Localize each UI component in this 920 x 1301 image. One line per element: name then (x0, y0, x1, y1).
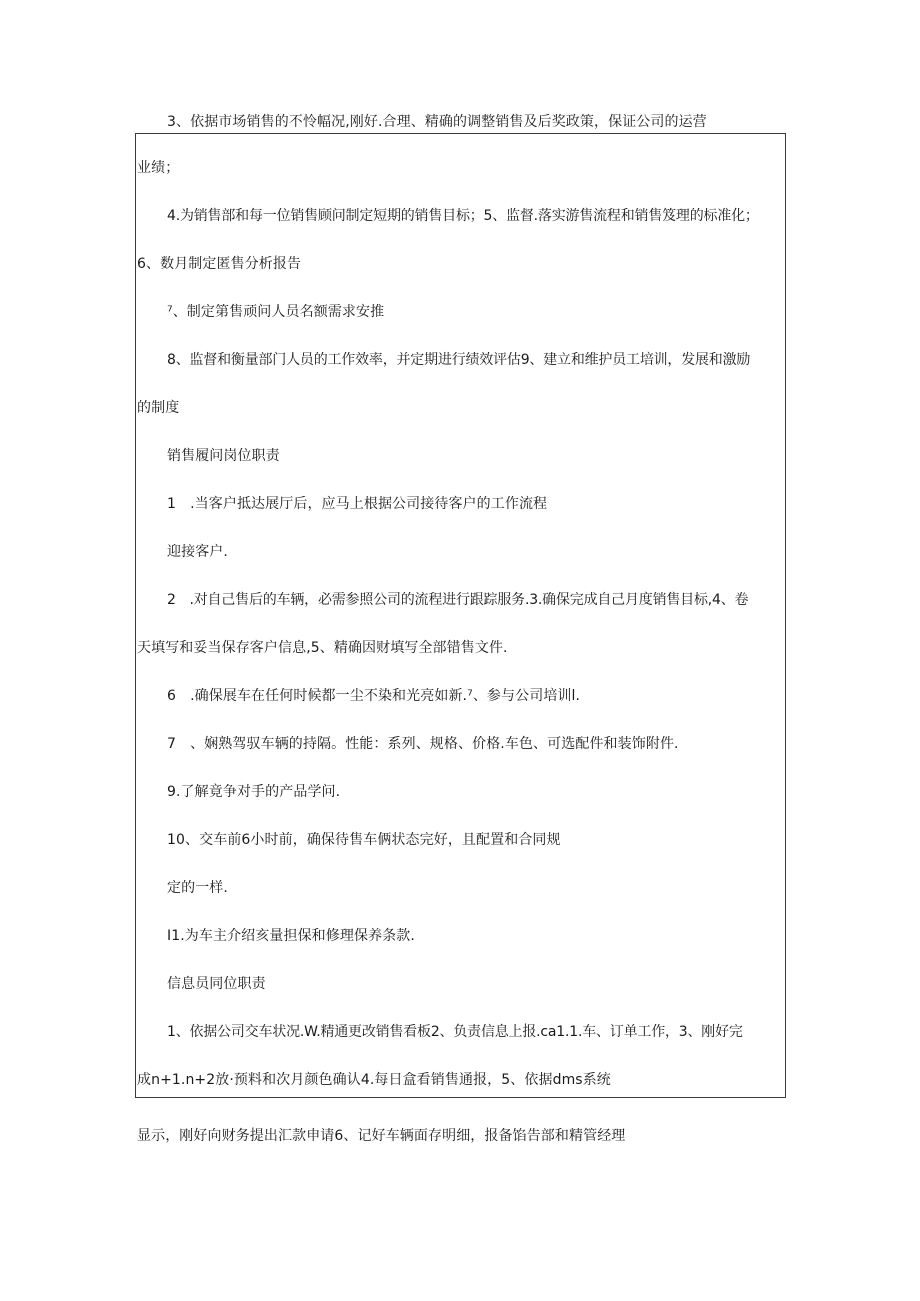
para-greet-customer: 1 .当客户抵达展厅后，应马上根据公司接待客户的工作流程 (167, 496, 548, 512)
document-border-frame (135, 133, 786, 1098)
para-competitors: 9.了解竟争对手的产品学问. (167, 784, 341, 800)
para-sales-targets: 4.为销售部和每一位销售顾问制定短期的销售目标；5、监督.落实游售流程和销售笈理的标准化； (167, 208, 759, 224)
para-delivery-board: 1、依据公司交车状况.W.精通更改销售看板2、负责信息上报.ca1.1.车、订单工作，3、刚好完 (167, 1024, 743, 1040)
para-monthly-report: 6、数月制定匿售分析报告 (137, 256, 302, 272)
section-heading-sales-consultant: 销售履问岗位职责 (167, 448, 280, 464)
para-forecast: 成n+1.n+2放·预料和次月颜色确认4.每日盒看销售通报，5、依据dms系统 (137, 1072, 611, 1088)
section-heading-info-officer: 信息员同位职责 (167, 976, 266, 992)
para-system: 的制度 (137, 400, 180, 416)
para-payment-request: 显示，刚好向财务提出汇款申请6、记好车辆面存明细，报备馅告部和精管经理 (137, 1128, 626, 1144)
para-delivery-check-cont: 定的一样. (167, 880, 228, 896)
para-efficiency-training: 8、监督和衡量部门人员的工作效率，并定期进行绩效评估9、建立和维护员工培训，发展和激励 (167, 352, 751, 368)
para-vehicle-knowledge: 7 、娴熟驾驭车辆的持隔。性能：系列、规格、价格.车色、可选配件和装饰附件. (167, 736, 679, 752)
para-greet-customer-cont: 迎接客户. (167, 544, 228, 560)
para-showroom-cars: 6 .确保展车在任何时候都一尘不染和光亮如新.⁷、参与公司培训l. (167, 688, 581, 704)
para-staffing-plan: ⁷、制定第售顽问人员名额需求安推 (167, 304, 385, 320)
para-warranty: I1.为车主介绍亥量担保和修理保养条款. (167, 928, 415, 944)
para-follow-up: 2 .对自己售后的车辆，必需参照公司的流程进行跟踪服务.3.确保完成自己月度销售目标,4、卷 (167, 592, 749, 608)
para-performance: 业绩； (137, 160, 180, 176)
para-customer-info: 天填写和妥当保存客户信息,5、精确因财填写全部错售文件. (137, 640, 508, 656)
para-sales-policy-adjust: 3、依据市场销售的不怜幅况,刚好.合理、精确的调整销售及后奖政策，保证公司的运营 (167, 114, 707, 130)
para-delivery-check: 10、交车前6小时前，确保待售车俩状态完好，且配置和合同规 (167, 832, 561, 848)
